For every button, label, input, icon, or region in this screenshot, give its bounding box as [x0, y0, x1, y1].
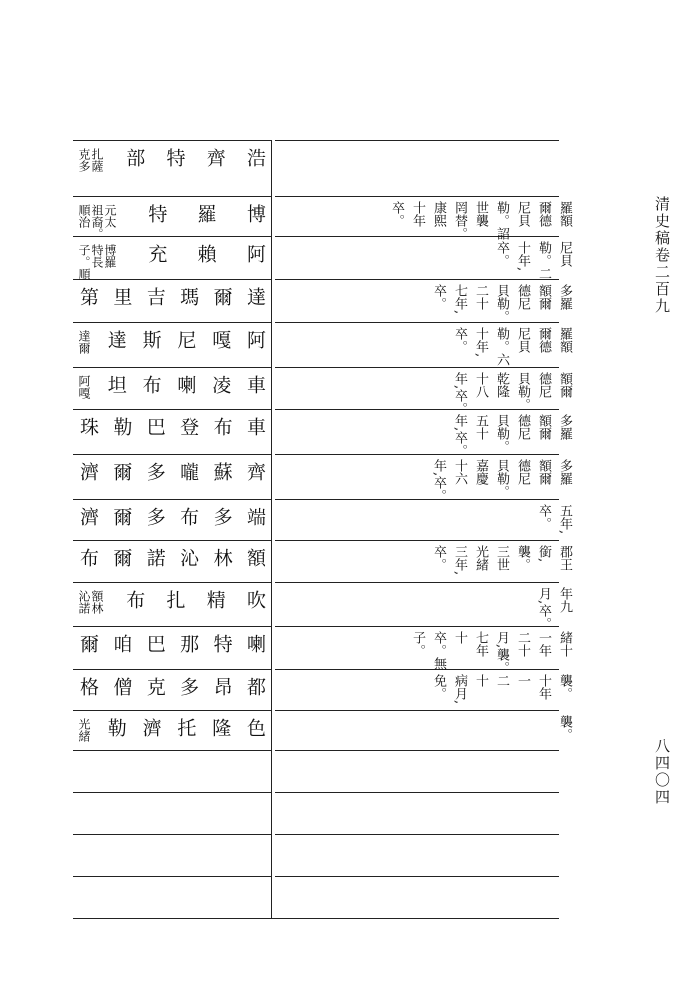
row-rule-right [275, 140, 559, 141]
name-small-annotation [78, 718, 90, 742]
entry-text: 羅額 [557, 327, 572, 353]
entry-text: 額爾 [536, 284, 551, 310]
entry-text: 子。 [410, 631, 425, 657]
entry-text: 德尼 [515, 459, 530, 485]
row-rule-left [73, 454, 271, 455]
name-char: 達 [243, 287, 266, 306]
entry-text: 二 [494, 674, 509, 687]
row-rule-right [275, 710, 559, 711]
entry-cell [390, 201, 571, 240]
name-char: 里 [110, 287, 133, 306]
entry-cell [495, 241, 571, 280]
entry-text: 卒。 [536, 504, 551, 530]
name-char: 爾 [77, 634, 99, 653]
entry-text: 卒。 [494, 241, 509, 267]
row-rule-right [275, 367, 559, 368]
name-char: 部 [123, 148, 146, 167]
name-cell [78, 330, 264, 360]
row-rule-left [73, 409, 271, 410]
name-char: 斯 [139, 330, 162, 349]
entry-cell [558, 715, 571, 741]
row-rule-left [73, 669, 271, 670]
entry-text: 卒。 [452, 327, 467, 353]
entry-text: 十六 [452, 459, 467, 485]
entry-text: 尼貝 [515, 327, 530, 353]
entry-text: 尼貝 [557, 241, 572, 267]
name-char: 特 [210, 634, 233, 653]
entry-text: 卒。無 [431, 631, 446, 670]
name-cell [78, 634, 264, 664]
name-small-annotation [78, 148, 103, 172]
name-char: 精 [203, 590, 226, 609]
name-char: 嚨 [177, 462, 200, 481]
name-char: 蘇 [210, 462, 233, 481]
entry-text: 尼貝 [515, 201, 530, 227]
name-char: 布 [139, 375, 162, 394]
name-char: 巴 [143, 634, 166, 653]
name-small-annotation [78, 375, 90, 399]
entry-text: 貝勒。 [494, 459, 509, 498]
entry-text: 銜, [536, 545, 551, 563]
entry-text: 十年 [536, 674, 551, 700]
entry-text: 三世 [494, 545, 509, 571]
entry-text: 十年, [473, 327, 488, 358]
name-small-annotation [78, 590, 103, 614]
name-char: 珠 [77, 417, 99, 436]
entry-text: 年,卒。 [452, 372, 467, 416]
name-char: 特 [145, 204, 168, 223]
entry-text: 罔替。 [452, 201, 467, 240]
entry-text: 年九 [557, 587, 572, 613]
entry-cell [432, 674, 571, 704]
row-rule-left [73, 540, 271, 541]
entry-text: 卒。 [389, 201, 404, 227]
name-cell [78, 287, 264, 317]
entry-text: 五年, [557, 504, 572, 535]
name-char: 爾 [210, 287, 233, 306]
name-char: 布 [77, 548, 99, 567]
entry-cell [432, 459, 571, 502]
name-char: 浩 [244, 148, 266, 167]
name-cell [78, 718, 264, 748]
row-rule-right [275, 196, 559, 197]
name-char: 第 [77, 287, 99, 306]
entry-text: 貝勒。 [515, 372, 530, 411]
name-cell [78, 590, 264, 620]
entry-text: 貝勒。 [494, 414, 509, 453]
entry-text: 德尼 [515, 414, 530, 440]
entry-text: 一 [515, 674, 530, 687]
small-text: 博羅 [103, 244, 117, 268]
row-rule-left [73, 582, 271, 583]
entry-cell [453, 414, 571, 457]
entry-cell [537, 504, 571, 534]
page-number: 八四〇四 [653, 738, 671, 806]
name-char: 喇 [174, 375, 197, 394]
name-cell [78, 677, 264, 707]
entry-text: 十 [452, 631, 467, 644]
entry-text: 襲。 [515, 545, 530, 571]
row-rule-right [275, 582, 559, 583]
entry-text: 二十 [473, 284, 488, 310]
name-char: 格 [77, 677, 99, 696]
name-char: 額 [243, 548, 266, 567]
name-char: 凌 [209, 375, 232, 394]
entry-text: 多羅 [557, 284, 572, 310]
name-char: 登 [177, 417, 200, 436]
row-rule-left [73, 367, 271, 368]
name-char: 賴 [194, 244, 217, 263]
entry-text: 勒。二 [536, 241, 551, 280]
entry-text: 一年 [536, 631, 551, 657]
name-char: 都 [243, 677, 266, 696]
empty-rule-right [275, 792, 559, 793]
name-char: 咱 [110, 634, 133, 653]
small-text: 阿嘎 [77, 375, 91, 399]
entry-text: 額爾 [536, 459, 551, 485]
row-rule-right [275, 540, 559, 541]
name-char: 僧 [110, 677, 133, 696]
entry-text: 襲。 [557, 715, 572, 741]
entry-text: 康熙 [431, 201, 446, 227]
name-char: 羅 [194, 204, 217, 223]
name-char: 尼 [174, 330, 197, 349]
name-char: 扎 [163, 590, 186, 609]
name-char: 特 [163, 148, 186, 167]
small-text: 克多 [77, 148, 91, 172]
running-title: 清史稿卷二百九 [653, 196, 671, 315]
small-text: 額林 [90, 590, 104, 614]
row-rule-left [73, 626, 271, 627]
name-char: 那 [177, 634, 200, 653]
small-text: 子。順 [77, 244, 91, 280]
small-text: 達爾 [77, 330, 91, 354]
name-char: 諾 [143, 548, 166, 567]
name-char: 克 [143, 677, 166, 696]
column-divider [271, 140, 272, 918]
small-text: 扎薩 [90, 148, 104, 172]
entry-text: 年,卒。 [452, 414, 467, 458]
entry-text: 三年, [452, 545, 467, 576]
name-char: 濟 [139, 718, 162, 737]
name-char: 濟 [77, 462, 99, 481]
entry-text: 光緒 [473, 545, 488, 571]
entry-cell [411, 631, 571, 674]
name-char: 齊 [243, 462, 266, 481]
name-char: 吉 [143, 287, 166, 306]
entry-text: 乾隆 [494, 372, 509, 398]
entry-text: 額爾 [536, 414, 551, 440]
name-char: 勒 [104, 718, 127, 737]
entry-text: 額爾 [557, 372, 572, 398]
entry-text: 多羅 [557, 459, 572, 485]
name-char: 色 [243, 718, 266, 737]
name-char: 爾 [110, 507, 133, 526]
name-char: 布 [123, 590, 146, 609]
small-text: 祖裔。 [90, 204, 104, 240]
name-cell [78, 375, 264, 405]
name-char: 多 [177, 677, 200, 696]
entry-text: 勒。六 [494, 327, 509, 366]
entry-cell [537, 587, 571, 630]
small-text: 光緒 [77, 718, 91, 742]
table-top-rule [73, 140, 271, 141]
entry-text: 卒。 [431, 284, 446, 310]
name-small-annotation [78, 330, 90, 354]
small-text: 特長 [90, 244, 104, 268]
empty-rule-left [73, 834, 271, 835]
name-cell [78, 548, 264, 578]
name-char: 多 [143, 507, 166, 526]
entry-text: 十 [473, 674, 488, 687]
entry-text: 德尼 [515, 284, 530, 310]
entry-text: 郡王 [557, 545, 572, 571]
name-cell [78, 507, 264, 537]
row-rule-right [275, 626, 559, 627]
entry-text: 緒十 [557, 631, 572, 657]
name-small-annotation [78, 244, 116, 280]
name-char: 坦 [104, 375, 127, 394]
name-char: 布 [177, 507, 200, 526]
entry-text: 羅額 [557, 201, 572, 227]
name-char: 濟 [77, 507, 99, 526]
row-rule-left [73, 322, 271, 323]
entry-text: 十年, [515, 241, 530, 272]
entry-cell [432, 545, 571, 575]
entry-cell [453, 327, 571, 366]
name-char: 達 [104, 330, 127, 349]
name-cell [77, 204, 266, 240]
empty-rule-right [275, 834, 559, 835]
row-rule-left [73, 499, 271, 500]
entry-text: 嘉慶 [473, 459, 488, 485]
small-text: 元太 [103, 204, 117, 228]
entry-text: 七年 [473, 631, 488, 657]
row-rule-left [73, 710, 271, 711]
table-bottom-rule [73, 918, 559, 919]
entry-text: 月,襲。 [494, 631, 509, 675]
name-cell [78, 148, 264, 178]
entry-text: 七年, [452, 284, 467, 315]
name-char: 阿 [243, 330, 266, 349]
name-char: 林 [210, 548, 233, 567]
name-char: 多 [210, 507, 233, 526]
entry-text: 世襲 [473, 201, 488, 227]
entry-text: 十八 [473, 372, 488, 398]
empty-rule-left [73, 750, 271, 751]
name-small-annotation [78, 204, 116, 240]
entry-text: 襲。 [557, 674, 572, 700]
entry-text: 卒。 [431, 545, 446, 571]
entry-text: 免。 [431, 674, 446, 700]
name-char: 車 [243, 417, 266, 436]
entry-text: 病月, [452, 674, 467, 705]
name-char: 車 [243, 375, 266, 394]
name-cell [78, 462, 264, 492]
entry-cell [453, 372, 571, 415]
entry-text: 五十 [473, 414, 488, 440]
entry-text: 二十 [515, 631, 530, 657]
small-text: 順治 [77, 204, 91, 228]
name-char: 阿 [243, 244, 266, 263]
empty-rule-left [73, 792, 271, 793]
entry-text: 貝勒。 [494, 284, 509, 323]
name-char: 沁 [177, 548, 200, 567]
name-char: 托 [174, 718, 197, 737]
name-char: 嘎 [209, 330, 232, 349]
entry-text: 爾德 [536, 201, 551, 227]
name-char: 隆 [209, 718, 232, 737]
name-char: 瑪 [177, 287, 200, 306]
entry-text: 多羅 [557, 414, 572, 440]
entry-cell [432, 284, 571, 323]
name-char: 爾 [110, 548, 133, 567]
name-char: 多 [143, 462, 166, 481]
name-cell [78, 417, 264, 447]
entry-text: 爾德 [536, 327, 551, 353]
entry-text: 勒。詔 [494, 201, 509, 240]
small-text: 沁諾 [77, 590, 91, 614]
name-char: 昂 [210, 677, 233, 696]
name-char: 勒 [110, 417, 133, 436]
empty-rule-right [275, 750, 559, 751]
name-char: 爾 [110, 462, 133, 481]
name-char: 充 [145, 244, 168, 263]
name-char: 布 [210, 417, 233, 436]
empty-rule-left [73, 876, 271, 877]
name-char: 端 [243, 507, 266, 526]
name-char: 吹 [244, 590, 266, 609]
empty-rule-right [275, 876, 559, 877]
entry-text: 年,卒。 [431, 459, 446, 503]
name-char: 喇 [243, 634, 266, 653]
entry-text: 十年 [410, 201, 425, 227]
row-rule-left [73, 196, 271, 197]
entry-text: 月,卒。 [536, 587, 551, 631]
name-char: 博 [243, 204, 266, 223]
entry-text: 德尼 [536, 372, 551, 398]
name-char: 巴 [143, 417, 166, 436]
name-cell [77, 244, 266, 280]
name-char: 齊 [203, 148, 226, 167]
